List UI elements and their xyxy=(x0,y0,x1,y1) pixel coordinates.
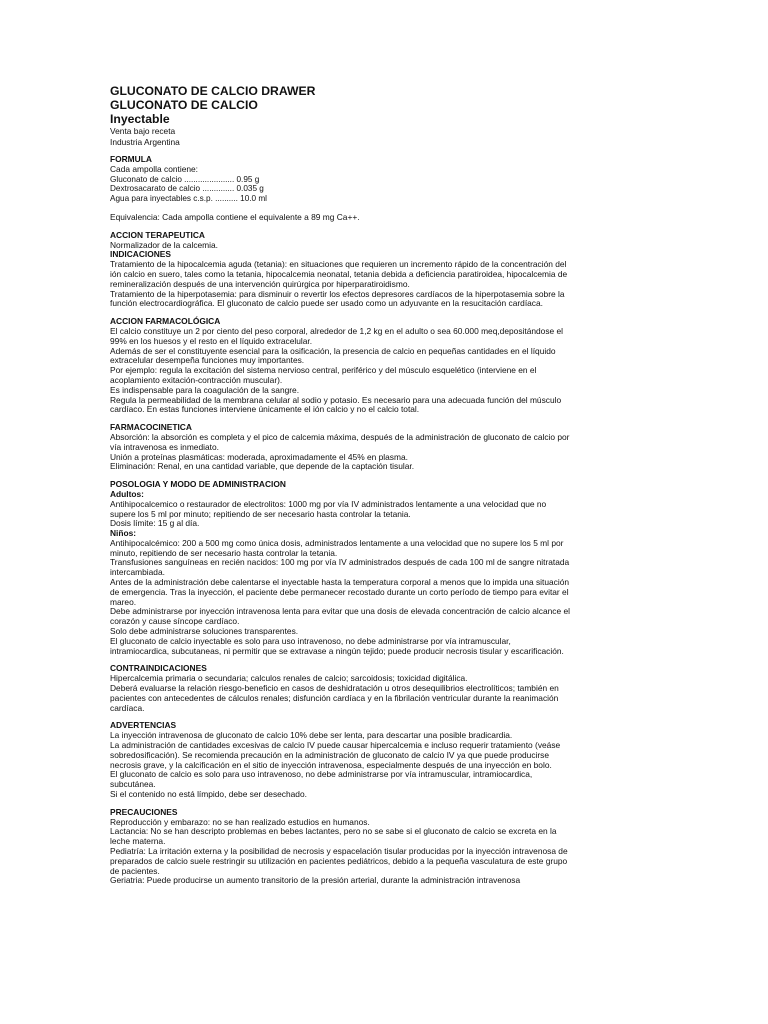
paragraph: Regula la permeabilidad de la membrana celular al sodio y potasio. Es necesario para una adecuada función del músculo cardíaco. En estas funciones interviene únicamente el ión calcio y no el calcio total. xyxy=(110,394,562,415)
paragraph: La administración de cantidades excesivas de calcio IV puede causar hipercalcemia e incluso requerir tratamiento (veáse sobredosificación). Se recomienda precaución en la administración de gluconato de calcio IV ya que puede producirse necrosis grave, y la calcificación en el sitio de inyección intravenosa, especialmente después de una inyección en bolo. xyxy=(110,740,561,770)
section-formula xyxy=(110,155,570,223)
paragraph: El gluconato de calcio inyectable es solo para uso intravenoso, no debe administrarse por vía intramuscular, intramiocardica, subcutaneas, ni permitir que se extravase a ningún tejido; puede producir necrosis tisular y escarificación. xyxy=(110,635,564,656)
subheading-adultos: Adultos: xyxy=(110,488,144,499)
section-heading: INDICACIONES xyxy=(110,249,171,260)
section-contraindicaciones xyxy=(110,664,570,713)
paragraph: Transfusiones sanguíneas en recién nacidos: 100 mg por vía IV administrados después de cada 100 ml de sangre nitratada intercambiada. xyxy=(110,557,570,578)
paragraph: Antihipocalcémico: 200 a 500 mg como única dosis, administrados lentamente a una velocidad que no supere los 5 ml por minuto, repitiendo de ser necesario hasta controlar la tetania. xyxy=(110,537,564,558)
paragraph: Por ejemplo: regula la excitación del sistema nervioso central, periférico y del músculo esquelético (interviene en el acoplamiento exitación-contracción muscular). xyxy=(110,365,537,385)
formula-intro: Cada ampolla contiene: xyxy=(110,163,198,174)
formula-line: Dextrosacarato de calcio .............. 0.035 g xyxy=(110,184,264,194)
origin: Industria Argentina xyxy=(110,136,180,147)
section-heading: CONTRAINDICACIONES xyxy=(110,663,207,674)
paragraph: Dosis límite: 15 g al día. xyxy=(110,518,200,529)
formula-list xyxy=(110,175,570,204)
subheading-ninos: Niños: xyxy=(110,528,137,539)
paragraph: Si el contenido no está límpido, debe ser desechado. xyxy=(110,789,307,800)
paragraph: Geriatria: Puede producirse un aumento transitorio de la presión arterial, durante la administración intravenosa xyxy=(110,875,521,886)
paragraph: Antes de la administración debe calentarse el inyectable hasta la temperatura corporal a menos que lo impida una situación de emergencia. Tras la inyección, el paciente debe permanecer recostado durante un corto período de tiempo para evitar el mareo. xyxy=(110,577,570,607)
section-heading: ACCION FARMACOLÓGICA xyxy=(110,316,221,327)
product-meta xyxy=(110,126,570,147)
formula-line: Gluconato de calcio ...................... 0.95 g xyxy=(110,174,260,184)
section-heading: POSOLOGIA Y MODO DE ADMINISTRACION xyxy=(110,479,286,490)
paragraph: Debe administrarse por inyección intravenosa lenta para evitar que una dosis de elevada concentración de calcio alcance el corazón y cause síncope cardíaco. xyxy=(110,606,570,627)
paragraph: Solo debe administrarse soluciones transparentes. xyxy=(110,626,299,637)
paragraph: Lactancia: No se han descripto problemas en bebes lactantes, pero no se sabe si el gluconato de calcio se excreta en la leche materna. xyxy=(110,826,557,847)
paragraph: El gluconato de calcio es solo para uso intravenoso, no debe administrarse por vía intramuscular, intramiocardica, subcutánea. xyxy=(110,769,533,790)
sale-condition: Venta bajo receta xyxy=(110,126,176,136)
paragraph: Antihipocalcemico o restaurador de electrolitos: 1000 mg por vía IV administrados lentamente a una velocidad que no supere los 5 ml por minuto; repitiendo de ser necesario hasta controlar la tetania. xyxy=(110,498,547,519)
section-indicaciones xyxy=(110,250,570,309)
paragraph: Tratamiento de la hiperpotasemia: para disminuir o revertir los efectos depresores cardíacos de la hiperpotasemia sobre la función electrocardiográfica. El gluconato de calcio puede ser usado como un adyuvante en la resucitación cardíaca. xyxy=(110,288,565,309)
paragraph: Pediatría: La irritación externa y la posibilidad de necrosis y espacelación tisular producidas por la inyección intravenosa de preparados de calcio suele restringir su utilización en pacientes pediátricos, debido a la pequeña vasculatura de este grupo de pacientes. xyxy=(110,846,568,876)
section-posologia xyxy=(110,480,570,656)
section-heading: ADVERTENCIAS xyxy=(110,720,177,731)
paragraph: Hipercalcemia primaria o secundaria; calculos renales de calcio; sarcoidosis; toxicidad digitálica. xyxy=(110,673,468,684)
paragraph: Eliminación: Renal, en una cantidad variable, que depende de la captación tisular. xyxy=(110,461,415,472)
section-heading: PRECAUCIONES xyxy=(110,806,178,817)
paragraph: Deberá evaluarse la relación riesgo-beneficio en casos de deshidratación u otros desequilibrios electrolíticos; también en pacientes con antecedentes de cálculos renales; disfunción cardíaca y en la fibrilación ventricular durante la reanimación cardíaca. xyxy=(110,683,559,713)
section-heading: FORMULA xyxy=(110,154,152,164)
paragraph: Tratamiento de la hipocalcemia aguda (tetania): en situaciones que requieren un incremento rápido de la concentración del ión calcio en suero, tales como la tetania, hipocalcemia neonatal, tetania debida a deficiencia paratiroidea, hipocalcemia de remineralización después de una intervención quirúrgica por hiperparatiroidismo. xyxy=(110,259,568,289)
formula-line: Agua para inyectables c.s.p. .......... 10.0 ml xyxy=(110,194,268,204)
section-accion-farmacologica xyxy=(110,317,570,415)
document-title: GLUCONATO DE CALCIO DRAWER xyxy=(110,84,316,98)
section-farmacocinetica xyxy=(110,423,570,472)
document-page xyxy=(110,85,570,886)
paragraph: Absorción: la absorción es completa y el pico de calcemia máxima, después de la administración de gluconato de calcio por vía intravenosa es inmediato. xyxy=(110,431,570,452)
section-heading: FARMACOCINETICA xyxy=(110,422,192,433)
section-advertencias xyxy=(110,721,570,799)
paragraph: Normalizador de la calcemia. xyxy=(110,239,218,250)
paragraph: Reproducción y embarazo: no se han realizado estudios en humanos. xyxy=(110,816,370,827)
paragraph: Es indispensable para la coagulación de la sangre. xyxy=(110,384,300,395)
equivalence-note: Equivalencia: Cada ampolla contiene el equivalente a 89 mg Ca++. xyxy=(110,211,360,222)
paragraph: Además de ser el constituyente esencial para la osificación, la presencia de calcio en pequeñas cantidades en el líquido extracelular desempeña funciones muy importantes. xyxy=(110,345,556,366)
section-precauciones xyxy=(110,808,570,886)
section-accion-terapeutica xyxy=(110,231,570,251)
section-heading: ACCION TERAPEUTICA xyxy=(110,229,205,240)
product-name: GLUCONATO DE CALCIO xyxy=(110,97,258,112)
product-form: Inyectable xyxy=(110,112,170,126)
paragraph: La inyección intravenosa de gluconato de calcio 10% debe ser lenta, para descartar una posible bradicardia. xyxy=(110,730,513,741)
paragraph: Unión a proteínas plasmáticas: moderada, aproximadamente el 45% en plasma. xyxy=(110,451,408,462)
paragraph: El calcio constituye un 2 por ciento del peso corporal, alrededor de 1,2 kg en el adulto o sea 60.000 meq,depositándose el 99% en los huesos y el resto en el líquido extracelular. xyxy=(110,325,564,346)
